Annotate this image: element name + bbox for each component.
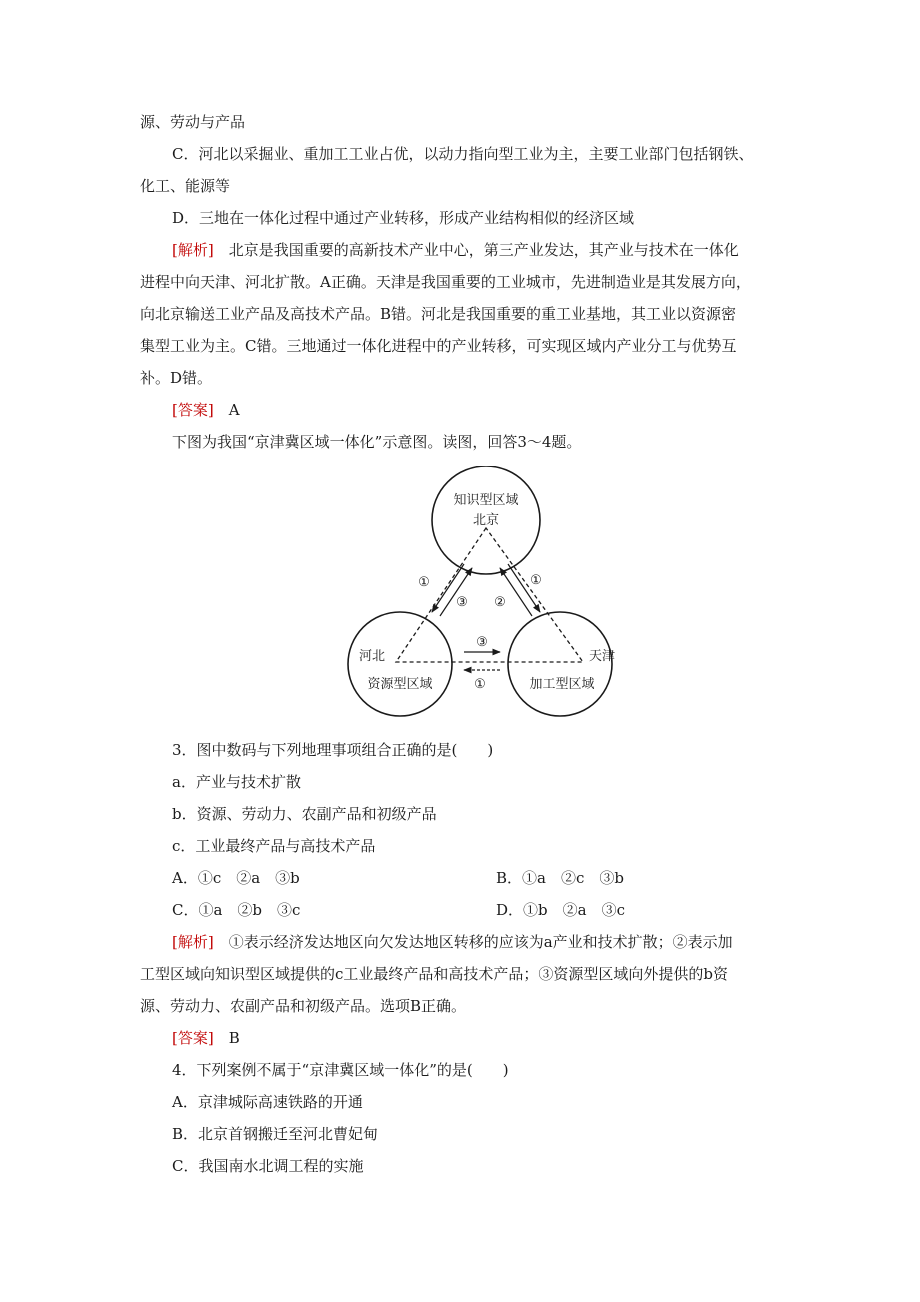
analysis-text: 源、劳动力、农副产品和初级产品。选项B正确。: [140, 997, 467, 1015]
label-arrow-1-left: ①: [418, 575, 430, 590]
answer-value: A: [228, 401, 240, 419]
analysis-tag: [解析]: [172, 933, 214, 951]
analysis-text: 补。D错。: [140, 369, 213, 387]
q4-option-a: A．京津城际高速铁路的开通: [172, 1093, 363, 1111]
question-3: 3．图中数码与下列地理事项组合正确的是( ): [172, 741, 494, 759]
answer-tag: [答案]: [172, 1029, 214, 1047]
analysis-text: 进程中向天津、河北扩散。A正确。天津是我国重要的工业城市，先进制造业是其发展方向，: [140, 273, 751, 291]
label-arrow-1-bottom: ①: [474, 677, 486, 692]
label-arrow-3-bottom: ③: [476, 635, 488, 650]
q3-option-c: C．①a ②b ③c: [172, 901, 301, 919]
option-c-text: C．河北以采掘业、重加工工业占优，以动力指向型工业为主，主要工业部门包括钢铁、: [172, 145, 754, 163]
item-b: b．资源、劳动力、农副产品和初级产品: [172, 805, 437, 823]
hebei-type-label: 资源型区域: [367, 677, 433, 692]
analysis-text: 工型区域向知识型区域提供的c工业最终产品和高技术产品；③资源型区域向外提供的b资: [140, 965, 729, 983]
q3-option-a: A．①c ②a ③b: [172, 869, 300, 887]
q3-option-d: D．①b ②a ③c: [496, 901, 625, 919]
tianjin-circle: [508, 612, 612, 716]
answer-line: [172, 400, 240, 420]
answer-line: [172, 1028, 240, 1048]
text-line: 化工、能源等: [140, 177, 231, 195]
dashed-triangle: [396, 528, 583, 662]
answer-tag: [答案]: [172, 401, 214, 419]
analysis-paragraph: [172, 240, 739, 260]
analysis-text: 集型工业为主。C错。三地通过一体化进程中的产业转移，可实现区域内产业分工与优势互: [140, 337, 737, 355]
q3-option-b: B．①a ②c ③b: [496, 869, 624, 887]
option-d-text: D．三地在一体化过程中通过产业转移，形成产业结构相似的经济区域: [172, 209, 635, 227]
diagram-svg: [340, 466, 630, 718]
q4-option-c: C．我国南水北调工程的实施: [172, 1157, 364, 1175]
beijing-name-label: 北京: [472, 513, 500, 528]
text-line: 源、劳动与产品: [140, 113, 246, 131]
tianjin-name-label: 天津: [588, 649, 616, 664]
item-c: c．工业最终产品与高技术产品: [172, 837, 376, 855]
tianjin-type-label: 加工型区域: [529, 677, 595, 692]
hebei-name-label: 河北: [358, 649, 386, 664]
beijing-type-label: 知识型区域: [453, 493, 519, 508]
hebei-circle: [348, 612, 452, 716]
analysis-text: 北京是我国重要的高新技术产业中心，第三产业发达，其产业与技术在一体化: [228, 241, 739, 259]
analysis-tag: [解析]: [172, 241, 214, 259]
answer-value: B: [228, 1029, 240, 1047]
label-arrow-2-right: ②: [494, 595, 506, 610]
label-arrow-3-left: ③: [456, 595, 468, 610]
question-4: 4．下列案例不属于“京津冀区域一体化”的是( ): [172, 1061, 509, 1079]
label-arrow-1-right: ①: [530, 573, 542, 588]
analysis-text: 向北京输送工业产品及高技术产品。B错。河北是我国重要的重工业基地，其工业以资源密: [140, 305, 737, 323]
q4-option-b: B．北京首钢搬迁至河北曹妃甸: [172, 1125, 379, 1143]
integration-diagram: [340, 466, 630, 718]
diagram-intro: 下图为我国“京津冀区域一体化”示意图。读图，回答3～4题。: [172, 433, 582, 451]
analysis-paragraph: [172, 932, 733, 952]
analysis-text: ①表示经济发达地区向欠发达地区转移的应该为a产业和技术扩散；②表示加: [228, 933, 733, 951]
item-a: a．产业与技术扩散: [172, 773, 301, 791]
